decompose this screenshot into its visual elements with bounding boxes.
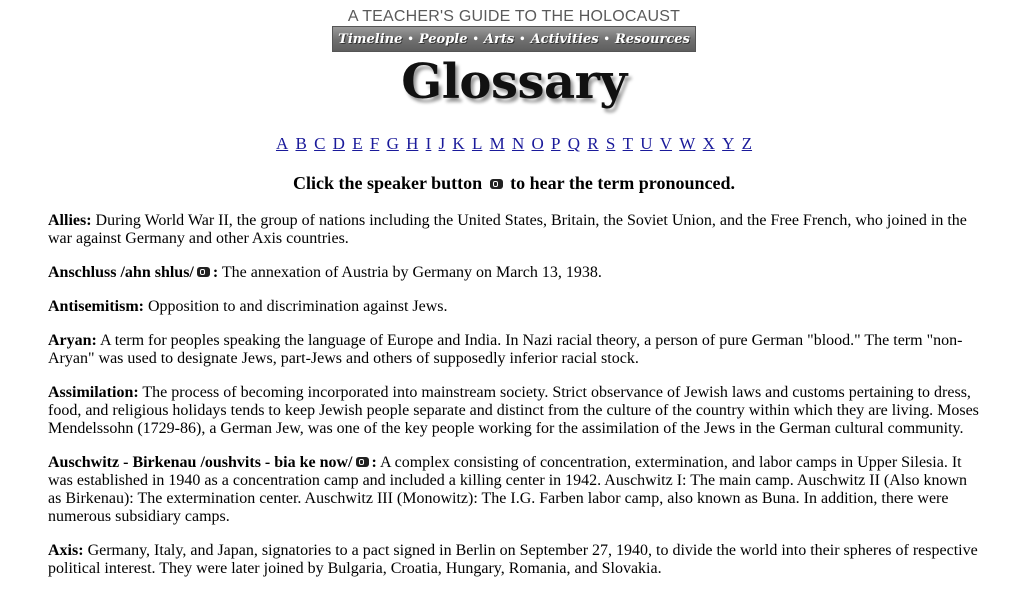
alphabet-link-p[interactable]: P [551,134,561,153]
alphabet-link-g[interactable]: G [386,134,399,153]
glossary-entry [48,542,983,578]
glossary-term-text: Aryan: [48,332,97,349]
glossary-term-text: Assimilation: [48,384,139,401]
site-title[interactable]: A TEACHER'S GUIDE TO THE HOLOCAUST [347,8,681,25]
glossary-definition: A term for peoples speaking the language of Europe and India. In Nazi racial theory, a person of pure German "blood." The term "non-Aryan" was used to designate Jews, part-Jews and others of supposedly inferior racial stock. [48,332,963,367]
alphabet-link-b[interactable]: B [295,134,307,153]
speaker-icon [490,179,503,189]
alphabet-link-y[interactable]: Y [722,134,735,153]
glossary-definition: Opposition to and discrimination against Jews. [147,298,448,315]
glossary-term-text: Allies: [48,212,92,229]
alphabet-link-w[interactable]: W [679,134,696,153]
glossary-entry [48,298,983,316]
alphabet-link-v[interactable]: V [659,134,673,153]
alphabet-link-k[interactable]: K [452,134,465,153]
alphabet-link-z[interactable]: Z [741,134,753,153]
page-title: Glossary [401,54,627,110]
glossary-entry [48,212,983,248]
glossary-definition: Germany, Italy, and Japan, signatories to a pact signed in Berlin on September 27, 1940, to divide the world into their spheres of respective political interest. They were later joined by Bulgaria, Croatia, Hungary, Romania, and Slovakia. [48,542,978,577]
instruction-text-after: to hear the term pronounced. [510,173,735,193]
instruction-text-before: Click the speaker button [292,173,483,193]
speaker-icon[interactable] [197,267,210,277]
alphabet-link-x[interactable]: X [702,134,715,153]
glossary-entries [48,212,983,594]
alphabet-link-e[interactable]: E [352,134,363,153]
alphabet-link-c[interactable]: C [314,134,326,153]
glossary-definition: During World War II, the group of nations including the United States, Britain, the Soviet Union, and the Free French, who joined in the war against Germany and other Axis countries. [48,212,967,247]
alphabet-link-j[interactable]: J [438,134,446,153]
alphabet-link-n[interactable]: N [511,134,525,153]
alphabet-link-t[interactable]: T [622,134,633,153]
nav-separator: • [472,33,479,45]
alphabet-link-s[interactable]: S [605,134,616,153]
alphabet-index [0,133,1028,155]
nav-separator: • [407,33,414,45]
site-banner [332,8,696,45]
glossary-term [48,384,139,401]
term-colon: : [371,454,377,471]
glossary-term-text: Antisemitism: [48,298,144,315]
glossary-term [48,298,144,315]
alphabet-link-m[interactable]: M [489,134,505,153]
alphabet-link-l[interactable]: L [471,134,483,153]
alphabet-link-u[interactable]: U [640,134,653,153]
glossary-term-text: Anschluss /ahn shlus/ [48,264,194,281]
glossary-term-text: Axis: [48,542,84,559]
glossary-definition: The annexation of Austria by Germany on March 13, 1938. [221,264,602,281]
glossary-entry [48,454,983,526]
alphabet-link-r[interactable]: R [587,134,599,153]
glossary-term [48,542,84,559]
glossary-entry [48,264,983,282]
glossary-term-text: Auschwitz - Birkenau /oushvits - bia ke now/ [48,454,353,471]
alphabet-link-f[interactable]: F [369,134,380,153]
glossary-entry [48,384,983,438]
nav-timeline[interactable]: Timeline [338,31,403,47]
alphabet-link-q[interactable]: Q [567,134,581,153]
main-nav [332,26,696,52]
nav-activities[interactable]: Activities [530,31,599,47]
nav-separator: • [603,33,610,45]
term-colon: : [212,264,219,281]
alphabet-link-i[interactable]: I [425,134,432,153]
glossary-term [48,332,97,349]
glossary-entry [48,332,983,368]
nav-separator: • [519,33,526,45]
alphabet-link-o[interactable]: O [531,134,544,153]
glossary-definition: The process of becoming incorporated into mainstream society. Strict observance of Jewish laws and customs pertaining to dress, food, and religious holidays tends to keep Jewish people separate and distinct from the culture of the country within which they are living. Moses Mendelssohn (1729-86), a German Jew, was one of the key people working for the assimilation of the Jews in the German cultural community. [48,384,979,437]
speaker-instruction [0,172,1028,194]
glossary-term [48,454,377,471]
glossary-term [48,212,92,229]
nav-people[interactable]: People [418,31,468,47]
nav-resources[interactable]: Resources [614,31,690,47]
glossary-definition: A complex consisting of concentration, extermination, and labor camps in Upper Silesia. It was established in 1940 as a concentration camp and included a killing center in 1942. Auschwitz I: The main camp. Auschwitz II (Also known as Birkenau): The extermination center. Auschwitz III (Monowitz): The I.G. Farben labor camp, also known as Buna. In addition, there were numerous subsidiary camps. [48,454,968,525]
speaker-icon[interactable] [356,457,369,467]
alphabet-link-d[interactable]: D [332,134,345,153]
glossary-term [48,264,218,281]
alphabet-link-h[interactable]: H [406,134,419,153]
alphabet-link-a[interactable]: A [275,134,289,153]
nav-arts[interactable]: Arts [483,31,515,47]
